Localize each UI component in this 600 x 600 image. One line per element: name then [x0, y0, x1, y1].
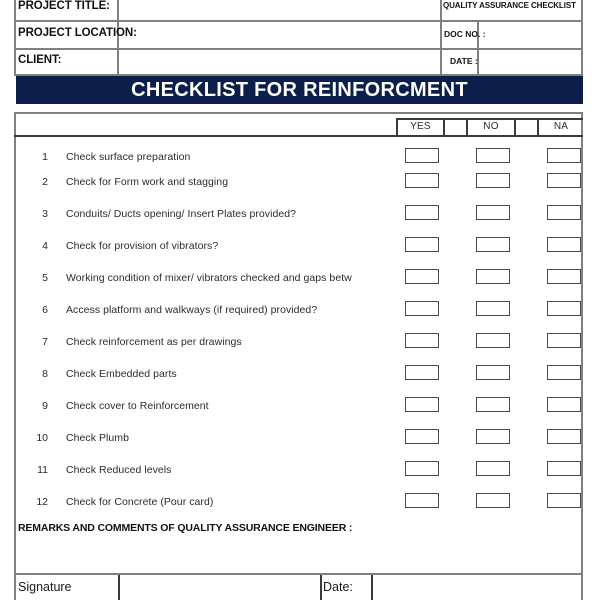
doc-no-field[interactable] [479, 24, 579, 46]
signature-label: Signature [18, 580, 72, 594]
checkbox-yes[interactable] [405, 173, 439, 188]
project-title-field[interactable] [119, 2, 438, 19]
client-field[interactable] [119, 50, 438, 72]
row-number: 12 [36, 496, 48, 508]
row-label: Conduits/ Ducts opening/ Insert Plates provided? [66, 208, 297, 220]
column-header-yes: YES [410, 121, 431, 132]
footer-border-left [14, 573, 16, 600]
checkbox-no[interactable] [476, 301, 510, 316]
row-number: 11 [37, 464, 48, 476]
row-label: Check for Form work and stagging [66, 176, 229, 188]
row-number: 6 [42, 304, 48, 316]
row-label: Check Embedded parts [66, 368, 177, 380]
table-border-left [14, 112, 16, 575]
remarks-field[interactable] [18, 538, 578, 571]
column-header-no: NO [483, 121, 499, 132]
row-label: Working condition of mixer/ vibrators checked and gaps betw [66, 272, 352, 284]
column-header-na: NA [553, 121, 569, 132]
checkbox-no[interactable] [476, 493, 510, 508]
document-title-bar [16, 76, 583, 104]
row-number: 3 [42, 208, 48, 220]
checkbox-na[interactable] [547, 365, 581, 380]
checkbox-yes[interactable] [405, 301, 439, 316]
row-label: Check reinforcement as per drawings [66, 336, 242, 348]
checkbox-yes[interactable] [405, 148, 439, 163]
checkbox-na[interactable] [547, 429, 581, 444]
footer-divider-signature [118, 575, 120, 600]
row-number: 4 [42, 240, 48, 252]
row-number: 7 [42, 336, 48, 348]
remarks-label: REMARKS AND COMMENTS OF QUALITY ASSURANCE ENGINEER : [18, 522, 353, 534]
row-label: Check cover to Reinforcement [66, 400, 209, 412]
checkbox-yes[interactable] [405, 397, 439, 412]
checkbox-na[interactable] [547, 269, 581, 284]
checkbox-na[interactable] [547, 148, 581, 163]
checkbox-yes[interactable] [405, 269, 439, 284]
checkbox-na[interactable] [547, 205, 581, 220]
checkbox-no[interactable] [476, 429, 510, 444]
checkbox-na[interactable] [547, 301, 581, 316]
checkbox-yes[interactable] [405, 205, 439, 220]
footer-date-field[interactable] [374, 576, 580, 600]
row-number: 5 [42, 272, 48, 284]
signature-field[interactable] [121, 576, 318, 600]
checkbox-no[interactable] [476, 148, 510, 163]
row-label: Check for Concrete (Pour card) [66, 496, 214, 508]
checkbox-yes[interactable] [405, 461, 439, 476]
info-border-left [14, 0, 16, 76]
footer-date-label: Date: [323, 580, 353, 594]
colhead-divider-2 [443, 118, 445, 136]
colhead-divider-4 [514, 118, 516, 136]
checkbox-na[interactable] [547, 173, 581, 188]
info-divider-right [440, 0, 442, 76]
footer-border-right [581, 573, 583, 600]
info-border-right [581, 0, 583, 76]
date-label: DATE : [450, 56, 478, 66]
checkbox-no[interactable] [476, 333, 510, 348]
checkbox-yes[interactable] [405, 429, 439, 444]
checkbox-na[interactable] [547, 237, 581, 252]
table-top-line [14, 112, 583, 114]
table-header-underline [14, 135, 583, 137]
row-number: 1 [42, 151, 48, 163]
checkbox-no[interactable] [476, 173, 510, 188]
remarks-bottom-line [14, 573, 583, 575]
row-label: Check Reduced levels [66, 464, 172, 476]
row-label: Check surface preparation [66, 151, 191, 163]
checkbox-yes[interactable] [405, 493, 439, 508]
project-title-label: PROJECT TITLE: [18, 0, 110, 12]
project-location-label: PROJECT LOCATION: [18, 27, 137, 39]
doc-no-label: DOC NO. : [444, 29, 486, 39]
info-row-line-1 [14, 20, 583, 22]
row-number: 9 [42, 400, 48, 412]
footer-divider-date-value [371, 575, 373, 600]
row-number: 8 [42, 368, 48, 380]
project-location-field[interactable] [119, 24, 438, 46]
checkbox-na[interactable] [547, 333, 581, 348]
row-label: Check Plumb [66, 432, 129, 444]
checkbox-yes[interactable] [405, 365, 439, 380]
footer-divider-date [320, 575, 322, 600]
checkbox-na[interactable] [547, 397, 581, 412]
checkbox-no[interactable] [476, 237, 510, 252]
checkbox-no[interactable] [476, 461, 510, 476]
checkbox-no[interactable] [476, 205, 510, 220]
checkbox-no[interactable] [476, 365, 510, 380]
form-title: QUALITY ASSURANCE CHECKLIST [443, 1, 576, 10]
row-number: 10 [36, 432, 48, 444]
checkbox-no[interactable] [476, 269, 510, 284]
client-label: CLIENT: [18, 54, 62, 66]
row-label: Access platform and walkways (if required) provided? [66, 304, 318, 316]
checkbox-no[interactable] [476, 397, 510, 412]
page-title: CHECKLIST FOR REINFORCMENT [131, 79, 468, 101]
checkbox-na[interactable] [547, 493, 581, 508]
row-number: 2 [42, 176, 48, 188]
checkbox-yes[interactable] [405, 333, 439, 348]
table-border-right [581, 112, 583, 575]
row-label: Check for provision of vibrators? [66, 240, 219, 252]
date-field[interactable] [479, 50, 579, 72]
checkbox-na[interactable] [547, 461, 581, 476]
checkbox-yes[interactable] [405, 237, 439, 252]
